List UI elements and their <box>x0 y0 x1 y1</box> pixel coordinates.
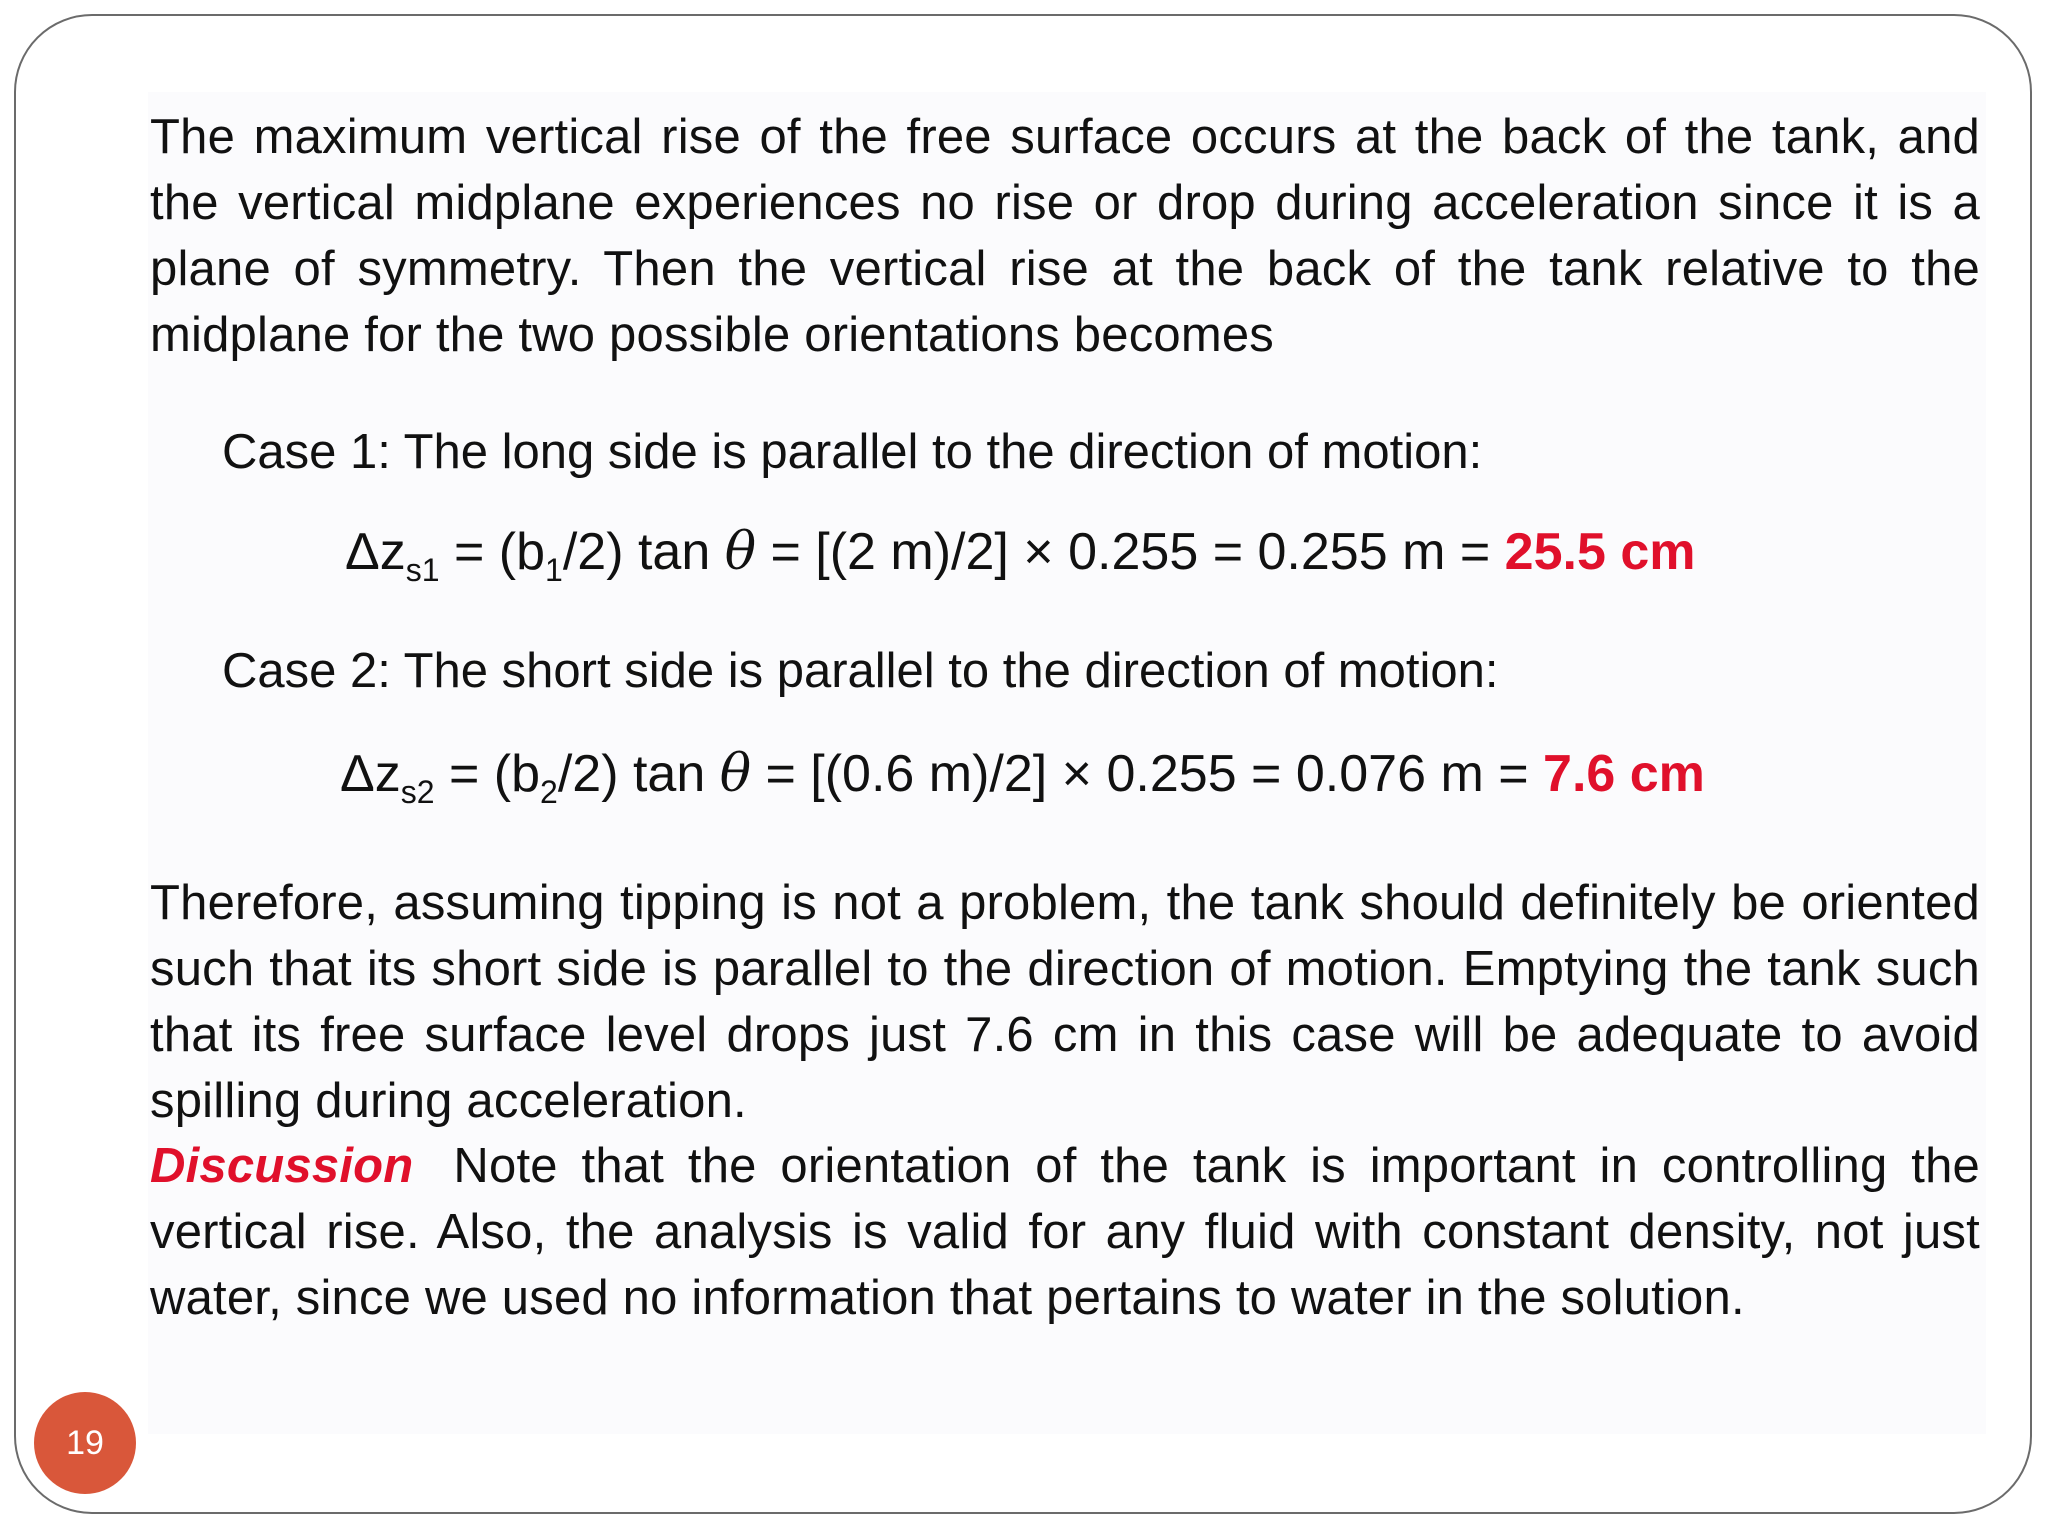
slide-number-badge: 19 <box>34 1392 136 1494</box>
eq1-subscript: s1 <box>405 552 440 588</box>
eq2-result: 7.6 cm <box>1543 745 1705 803</box>
eq1-b-subscript: 1 <box>545 552 563 588</box>
case2-equation <box>340 738 1705 810</box>
eq1-symbol: Δz <box>345 523 406 581</box>
eq2-theta: θ <box>719 744 752 804</box>
eq1-part-c: = [(2 m)/2] × 0.255 = 0.255 m = <box>756 523 1505 581</box>
eq2-part-b: /2) tan <box>557 745 720 803</box>
discussion-paragraph <box>150 1133 1980 1331</box>
case1-label: Case 1: The long side is parallel to the direction of motion: <box>222 425 1483 479</box>
eq2-b-subscript: 2 <box>540 774 558 810</box>
eq1-theta: θ <box>724 522 757 582</box>
eq1-result: 25.5 cm <box>1504 523 1696 581</box>
eq2-symbol: Δz <box>340 745 401 803</box>
conclusion-paragraph: Therefore, assuming tipping is not a problem, the tank should definitely be oriented such that its short side is parallel to the direction of motion. Emptying the tank such that its free surface level drops just 7.6 cm in this case will be adequate to avoid spilling during acceleration. <box>150 876 1980 1128</box>
discussion-text: Note that the orientation of the tank is important in controlling the vertical rise. Also, the analysis is valid for any fluid with constant density, not just water, since we used no information that pertains to water in the solution. <box>150 1139 1980 1325</box>
eq1-part-b: /2) tan <box>562 523 725 581</box>
case2-label: Case 2: The short side is parallel to the direction of motion: <box>222 644 1499 698</box>
eq2-subscript: s2 <box>400 774 435 810</box>
eq1-part-a: = (b <box>439 523 546 581</box>
case1-equation <box>345 516 1695 588</box>
discussion-label: Discussion <box>150 1139 414 1193</box>
eq2-part-a: = (b <box>434 745 541 803</box>
intro-paragraph: The maximum vertical rise of the free surface occurs at the back of the tank, and the vertical midplane experiences no rise or drop during acceleration since it is a plane of symmetry. Then the vertical rise at the back of the tank relative to the midplane for the two possible orientations becomes <box>150 110 1980 362</box>
eq2-part-c: = [(0.6 m)/2] × 0.255 = 0.076 m = <box>751 745 1544 803</box>
